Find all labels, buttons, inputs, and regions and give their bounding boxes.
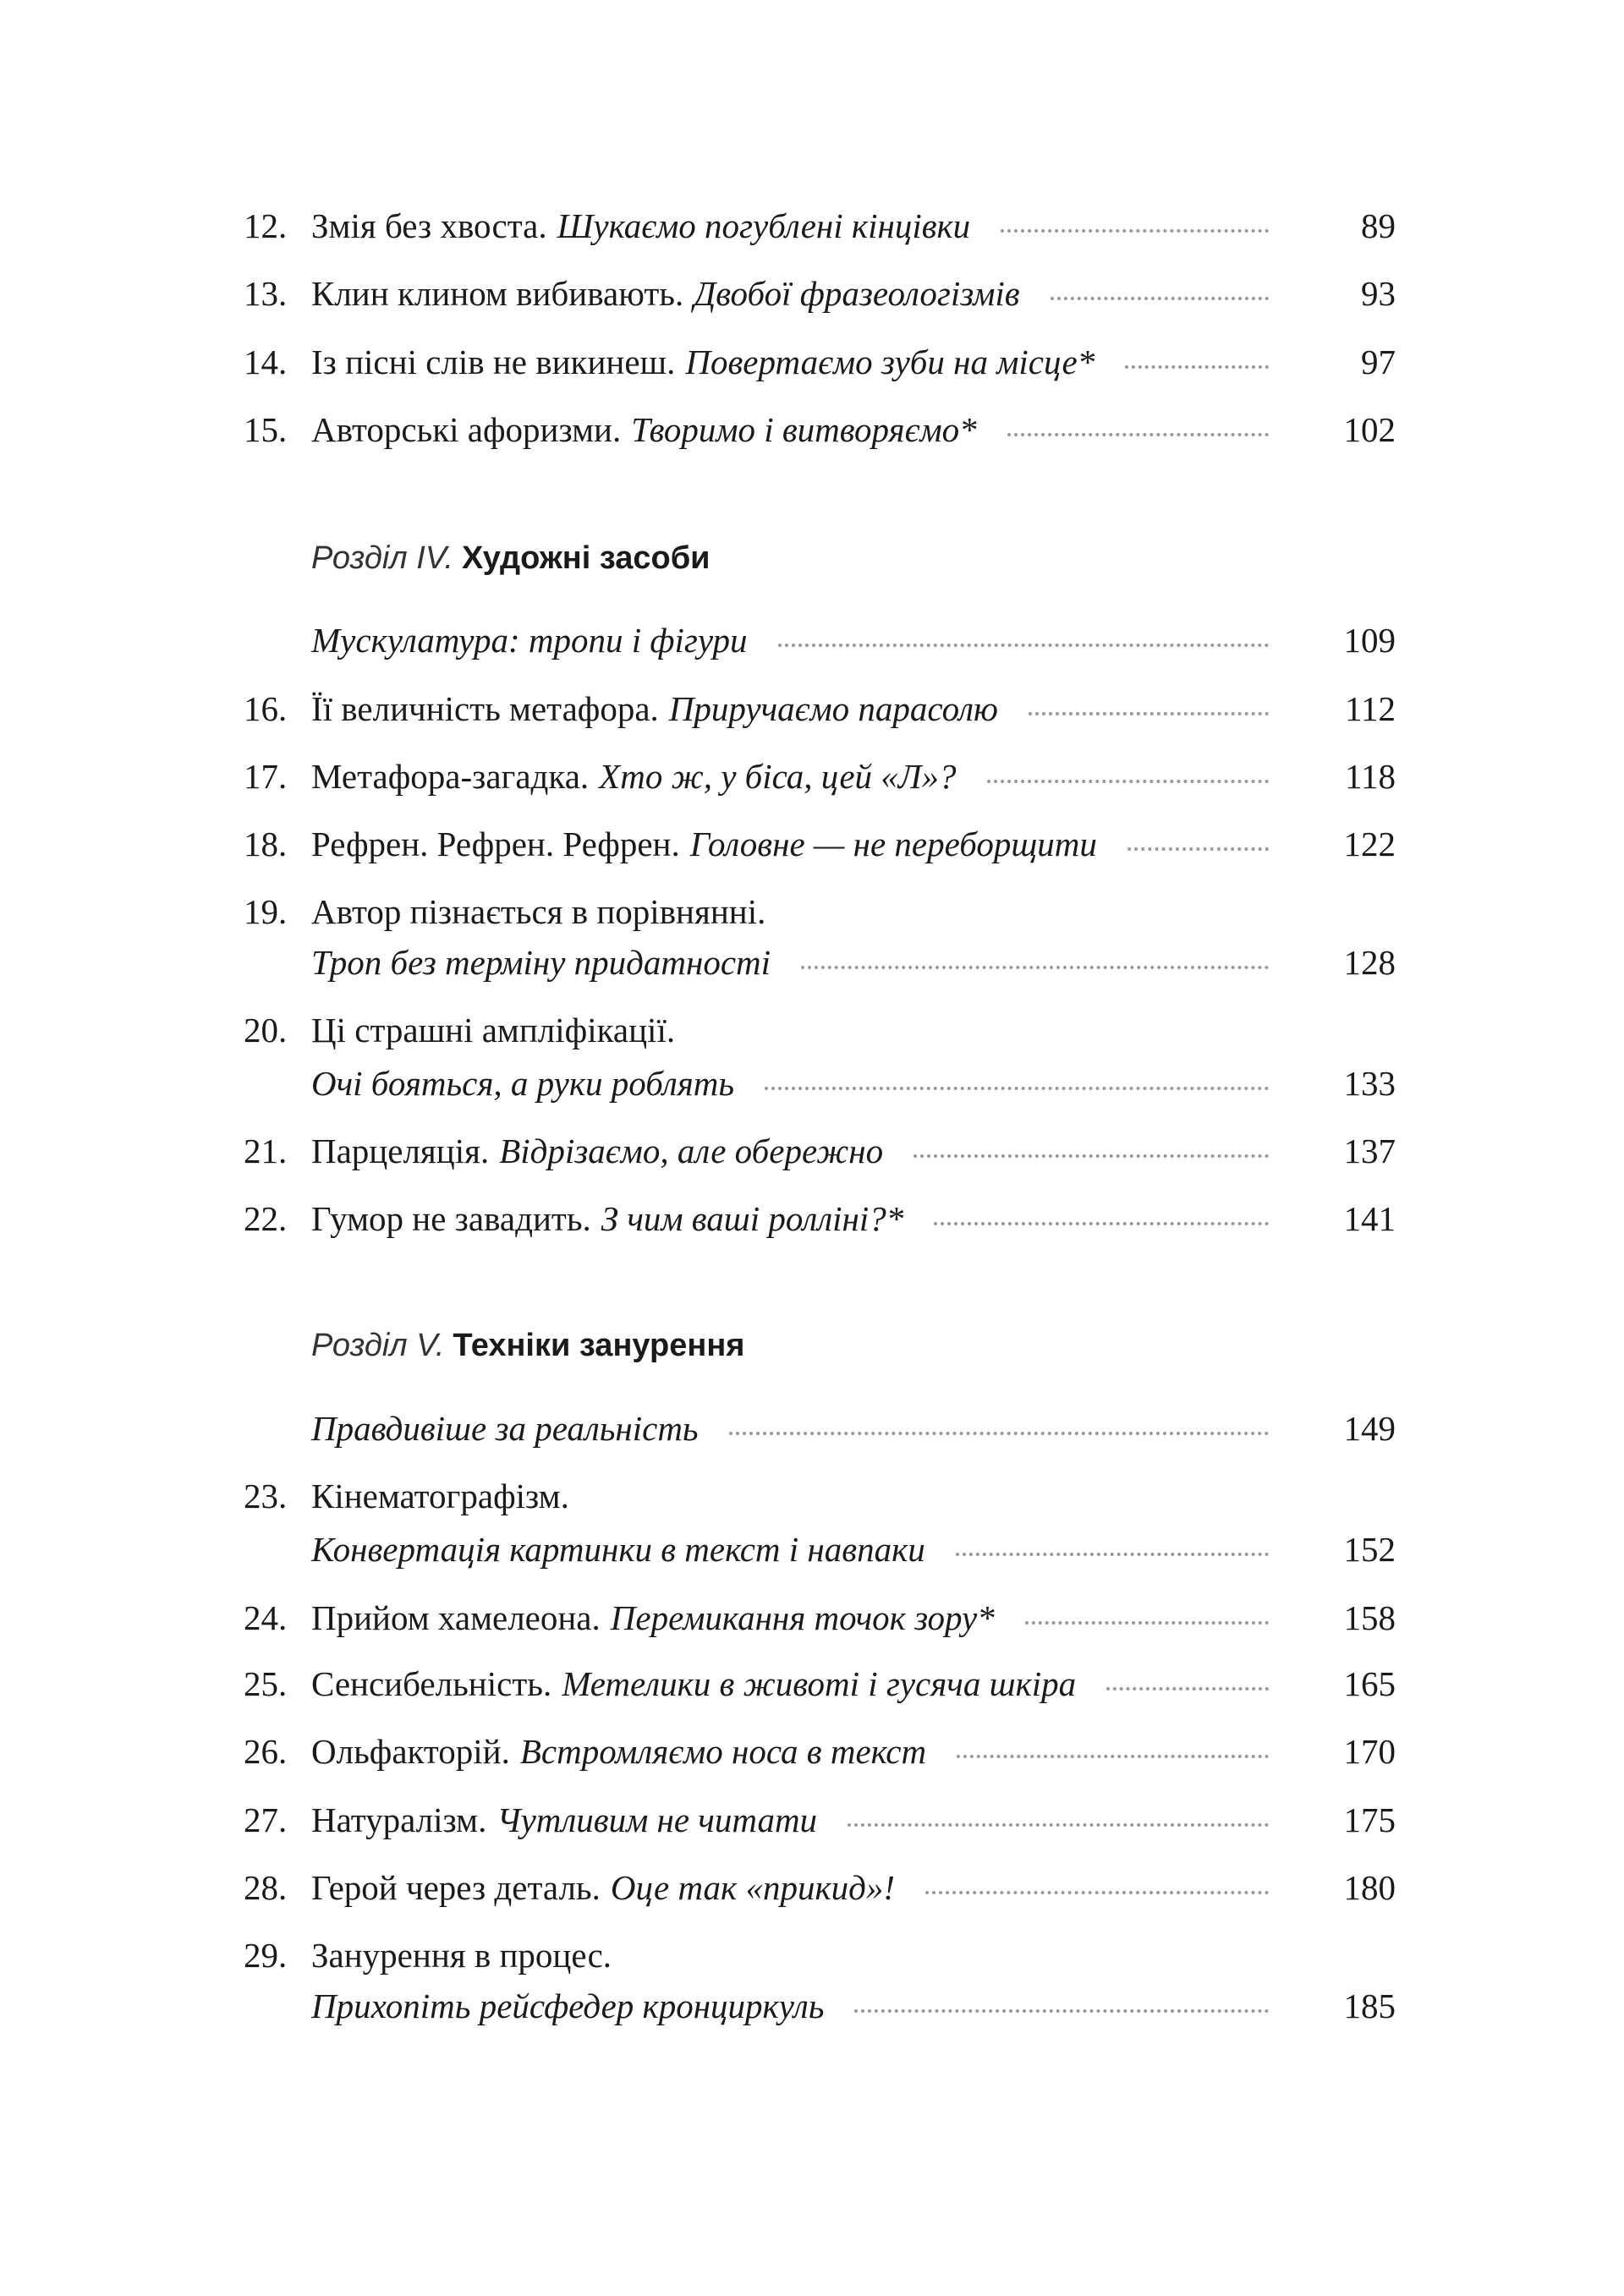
section-label: Розділ IV. xyxy=(311,540,453,576)
toc-entry[interactable] xyxy=(244,1472,1396,1520)
page-number: 175 xyxy=(1343,1800,1396,1839)
section-intro-entry[interactable] xyxy=(244,1405,1396,1452)
page-number: 89 xyxy=(1361,206,1396,245)
chapter-title: Авторські афоризми. xyxy=(311,410,622,449)
chapter-number: 23. xyxy=(244,1477,288,1515)
page-number: 97 xyxy=(1361,342,1396,381)
leader-dots xyxy=(925,1891,1269,1894)
chapter-subtitle: Творимо і витворяємо* xyxy=(631,410,977,449)
chapter-number: 14. xyxy=(244,342,288,381)
leader-dots xyxy=(1125,365,1269,369)
chapter-subtitle: Головне — не переборщити xyxy=(689,825,1097,863)
chapter-number: 26. xyxy=(244,1732,288,1771)
page-number: 152 xyxy=(1343,1530,1396,1569)
chapter-number: 13. xyxy=(244,274,288,313)
page-number: 93 xyxy=(1361,274,1396,313)
leader-dots xyxy=(956,1553,1269,1556)
toc-entry[interactable] xyxy=(244,1006,1396,1054)
toc-entry[interactable] xyxy=(244,1195,1396,1242)
chapter-number: 12. xyxy=(244,206,288,245)
leader-dots xyxy=(1127,847,1269,851)
chapter-title: Її величність метафора. xyxy=(311,689,659,728)
chapter-number: 25. xyxy=(244,1664,288,1703)
chapter-number: 15. xyxy=(244,410,288,449)
chapter-subtitle: Прихопіть рейсфедер кронциркуль xyxy=(311,1986,825,2025)
chapter-number: 28. xyxy=(244,1868,288,1907)
chapter-number: 20. xyxy=(244,1011,288,1049)
toc-entry[interactable] xyxy=(244,1660,1396,1707)
leader-dots xyxy=(801,966,1269,969)
section-heading xyxy=(244,534,1396,582)
chapter-subtitle: Метелики в животі і гусяча шкіра xyxy=(562,1664,1077,1703)
chapter-subtitle: Перемикання точок зору* xyxy=(610,1598,995,1637)
page-number: 118 xyxy=(1345,757,1396,796)
leader-dots xyxy=(1025,1621,1269,1625)
chapter-number: 22. xyxy=(244,1199,288,1238)
chapter-number: 19. xyxy=(244,892,288,931)
chapter-title: Метафора-загадка. xyxy=(311,757,590,796)
toc-entry[interactable] xyxy=(244,1864,1396,1911)
toc-entry[interactable] xyxy=(244,685,1396,732)
chapter-subtitle: Оце так «прикид»! xyxy=(610,1868,896,1907)
chapter-subtitle: Приручаємо парасолю xyxy=(668,689,998,728)
page-number: 128 xyxy=(1343,943,1396,982)
chapter-title: Занурення в процес. xyxy=(311,1936,612,1975)
chapter-title: Клин клином вибивають. xyxy=(311,274,684,313)
toc-entry[interactable] xyxy=(244,202,1396,249)
chapter-title: Рефрен. Рефрен. Рефрен. xyxy=(311,825,680,863)
page-number: 109 xyxy=(1343,621,1396,660)
chapter-subtitle: З чим ваші ролліні?* xyxy=(601,1199,904,1238)
section-intro-entry[interactable] xyxy=(244,616,1396,664)
leader-dots xyxy=(1029,712,1269,715)
leader-dots xyxy=(1001,229,1269,233)
chapter-subtitle: Відрізаємо, але обережно xyxy=(499,1132,884,1170)
leader-dots xyxy=(957,1755,1269,1758)
toc-entry[interactable] xyxy=(244,1796,1396,1844)
toc-entry-continuation[interactable] xyxy=(244,1982,1396,2030)
chapter-title: Прийом хамелеона. xyxy=(311,1598,601,1637)
page-number: 170 xyxy=(1343,1732,1396,1771)
leader-dots xyxy=(1106,1687,1269,1690)
toc-entry[interactable] xyxy=(244,1594,1396,1641)
page-number: 158 xyxy=(1343,1598,1396,1637)
chapter-title: Герой через деталь. xyxy=(311,1868,601,1907)
toc-entry-continuation[interactable] xyxy=(244,1060,1396,1107)
page-number: 102 xyxy=(1343,410,1396,449)
page-number: 133 xyxy=(1343,1064,1396,1103)
toc-entry[interactable] xyxy=(244,753,1396,800)
chapter-title: Автор пізнається в порівнянні. xyxy=(311,892,766,931)
toc-entry[interactable] xyxy=(244,1127,1396,1175)
leader-dots xyxy=(854,2009,1269,2013)
chapter-number: 27. xyxy=(244,1800,288,1839)
chapter-title: Ольфакторій. xyxy=(311,1732,510,1771)
chapter-subtitle: Шукаємо погублені кінцівки xyxy=(557,206,971,245)
toc-entry[interactable] xyxy=(244,406,1396,453)
chapter-number: 24. xyxy=(244,1598,288,1637)
leader-dots xyxy=(987,780,1269,783)
page-number: 165 xyxy=(1343,1664,1396,1703)
toc-entry[interactable] xyxy=(244,270,1396,317)
toc-entry[interactable] xyxy=(244,888,1396,935)
toc-entry[interactable] xyxy=(244,1728,1396,1775)
page-number: 149 xyxy=(1343,1409,1396,1448)
chapter-number: 17. xyxy=(244,757,288,796)
leader-dots xyxy=(1007,433,1269,436)
chapter-number: 18. xyxy=(244,825,288,863)
leader-dots xyxy=(914,1154,1269,1158)
leader-dots xyxy=(848,1823,1269,1827)
chapter-subtitle: Встромляємо носа в текст xyxy=(519,1732,927,1771)
chapter-title: Сенсибельність. xyxy=(311,1664,552,1703)
leader-dots xyxy=(778,644,1269,647)
toc-entry[interactable] xyxy=(244,1932,1396,1979)
chapter-number: 16. xyxy=(244,689,288,728)
toc-entry-continuation[interactable] xyxy=(244,939,1396,986)
chapter-number: 29. xyxy=(244,1936,288,1975)
chapter-title: Кінематографізм. xyxy=(311,1477,569,1515)
chapter-title: Ці страшні ампліфікації. xyxy=(311,1011,676,1049)
chapter-subtitle: Повертаємо зуби на місце* xyxy=(685,342,1095,381)
intro-title: Мускулатура: тропи і фігури xyxy=(311,621,748,660)
chapter-subtitle: Двобої фразеологізмів xyxy=(694,274,1020,313)
chapter-title: Натуралізм. xyxy=(311,1800,487,1839)
toc-entry[interactable] xyxy=(244,338,1396,386)
page-number: 122 xyxy=(1343,825,1396,863)
leader-dots xyxy=(729,1432,1269,1435)
chapter-subtitle: Чутливим не читати xyxy=(497,1800,818,1839)
chapter-number: 21. xyxy=(244,1132,288,1170)
chapter-title: Із пісні слів не викинеш. xyxy=(311,342,676,381)
chapter-subtitle: Троп без терміну придатності xyxy=(311,943,771,982)
page-number: 180 xyxy=(1343,1868,1396,1907)
section-title: Техніки занурення xyxy=(453,1328,745,1363)
leader-dots xyxy=(765,1087,1269,1090)
chapter-subtitle: Конвертація картинки в текст і навпаки xyxy=(311,1530,925,1569)
page-number: 112 xyxy=(1345,689,1396,728)
chapter-subtitle: Хто ж, у біса, цей «Л»? xyxy=(599,757,957,796)
toc-entry[interactable] xyxy=(244,820,1396,868)
page-number: 141 xyxy=(1343,1199,1396,1238)
chapter-title: Гумор не завадить. xyxy=(311,1199,591,1238)
leader-dots xyxy=(1051,297,1269,300)
section-label: Розділ V. xyxy=(311,1328,445,1363)
page-number: 137 xyxy=(1343,1132,1396,1170)
chapter-title: Змія без хвоста. xyxy=(311,206,547,245)
chapter-subtitle: Очі бояться, а руки роблять xyxy=(311,1064,735,1103)
section-heading xyxy=(244,1322,1396,1369)
page-number: 185 xyxy=(1343,1986,1396,2025)
intro-title: Правдивіше за реальність xyxy=(311,1409,699,1448)
section-title: Художні засоби xyxy=(461,540,710,576)
toc-entry-continuation[interactable] xyxy=(244,1526,1396,1573)
leader-dots xyxy=(934,1222,1269,1225)
chapter-title: Парцеляція. xyxy=(311,1132,490,1170)
